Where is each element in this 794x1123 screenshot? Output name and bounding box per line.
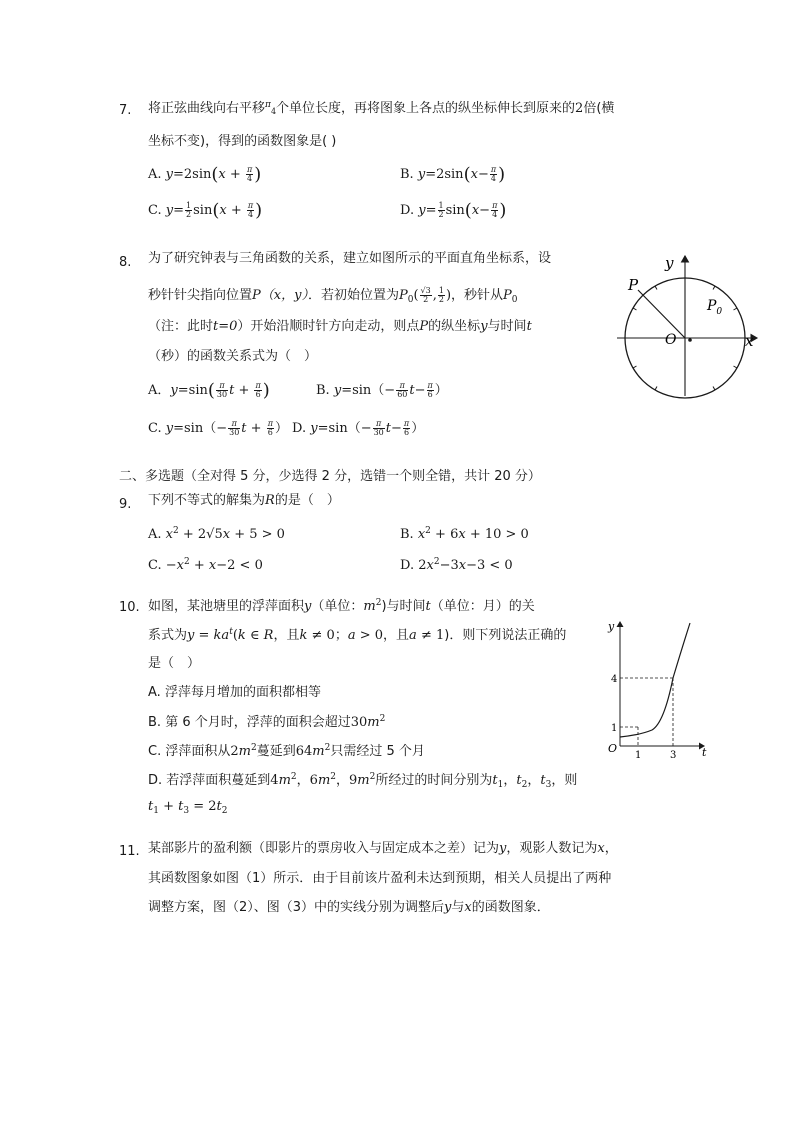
q8-option-d: D. y=sin（− $\frac{\pi}{30}$ t− $\frac{\pi}{6}$ ） [292,419,425,437]
q7-option-b: B. y=2sin(x− $\frac{\pi}{4}$ ) [400,164,506,185]
q8-p: P [419,319,429,334]
q10-y: y [304,599,312,614]
q7-factor: 2 [575,101,584,116]
q8-line2: 秒针针尖指向位置P（x，y）．若初始位置为$P_0$( $\frac{√3}{2}$ , $\frac{1}{2}$ )，秒针从$P_0$ [148,286,518,305]
q9-option-c: C. $-x^2 + x-2 < 0$ [148,557,263,573]
q11-line3 [148,901,550,914]
q10-fig-t: t [702,746,707,759]
q7-text-b: 个单位长度，再将图象上各点的纵坐标伸长到原来的 [276,101,576,116]
q9-r: R [265,493,275,508]
option-label: C. [148,203,166,218]
option-label: D. [400,558,419,573]
q10-option-c: C. 浮萍面积从$2m^2$蔓延到$64m^2$只需经过 5 个月 [148,743,425,759]
section2-heading: 二、多选题（全对得 5 分，少选得 2 分，选错一个则全错，共计 20 分） [119,469,541,484]
q8-t: t [526,319,532,334]
q10-option-a [148,686,321,699]
q10-number: 10. [119,600,140,615]
option-label: B. [148,715,166,730]
q8-point: P（x，y） [252,288,308,303]
q7-option-d: D. y= $\frac{1}{2}$ sin(x− $\frac{\pi}{4}$ ) [400,200,507,221]
q11-number: 11. [119,844,140,859]
q11-text: 与 [451,900,465,915]
q8-line3 [148,320,532,333]
q7-option-c: C. y= $\frac{1}{2}$ sin(x + $\frac{\pi}{4}$ ) [148,200,263,221]
q11-y: y [499,841,507,856]
q9-text: 的是（ ） [274,493,340,508]
option-label: D. [148,773,167,788]
q8-option-a: A．y=sin( $\frac{\pi}{30}$ t + $\frac{\pi}{6}$ ) [148,380,270,401]
option-label: A. [148,527,166,542]
option-label: B. [316,383,334,398]
q8-number: 8. [119,255,132,270]
q7-option-a: A. y=2sin(x + $\frac{\pi}{4}$ ) [148,164,262,185]
option-label: A. [148,167,166,182]
q10-fig-tick-x3: 3 [670,750,677,760]
q8-fig-p: P [628,276,639,294]
q10-line2: 系式为$y = ka^t(k$ ∈ R，且k ≠ 0；a > 0，且a ≠ 1)．则下列说法正确的 [148,627,567,643]
q8-text-c: ．若初始位置为 [307,288,399,303]
q10-line1: 如图，某池塘里的浮萍面积y（单位：$m^2$)与时间t（单位：月）的关 [148,598,535,614]
q10-line3: 是（ ） [148,656,201,671]
q10-text: ； [334,628,348,643]
q8-option-b: B. y=sin（− $\frac{\pi}{60}$ t− $\frac{\pi}{6}$ ） [316,381,448,399]
q10-text: （单位： [311,599,364,614]
q8-fig-x: x [745,332,754,350]
q8-fig-p0: $P_0$ [707,298,723,317]
q7-line1: 将正弦曲线向右平移$^\pi$4个单位长度，再将图象上各点的纵坐标伸长到原来的2倍(横 [148,100,615,116]
q9-option-d: D. $2x^2-3x-3 < 0$ [400,557,513,573]
q10-fig-tick-4: 4 [611,674,618,685]
option-label: A. [148,685,165,700]
q7-text-a: 将正弦曲线向右平移 [148,101,266,116]
q9-text: 下列不等式的解集为 [148,493,266,508]
q11-text: 调整方案，图（2）、图（3）中的实线分别为调整后 [148,900,445,915]
q10-fig-origin: O [608,742,618,755]
option-label: B. [400,527,418,542]
q11-text: ，观影人数记为 [506,841,598,856]
q8-t0: t=0 [213,319,238,334]
q10-fig-tick-1: 1 [611,723,618,734]
q11-x: x [464,900,472,915]
q10-growth-figure [600,618,720,760]
option-label: C. [148,744,166,759]
option-label: C. [148,558,166,573]
q7-text-c: 倍(横 [583,101,615,116]
option-label: D. [292,421,311,436]
q7-line2: 坐标不变)，得到的函数图象是( ) [148,134,337,149]
q9-option-a: A. $x^2 + 2√5x + 5 > 0$ [148,526,285,542]
q8-text: （注：此时 [148,319,214,334]
q11-line1 [148,842,618,855]
q8-text-a: 秒针针尖指向位置 [148,288,253,303]
q8-option-c: C. y=sin（− $\frac{\pi}{30}$ t + $\frac{\pi}{6}$ ） [148,419,288,437]
q10-option-d: D. 若浮萍面积蔓延到$4m^2$，$6m^2$，$9m^2$所经过的时间分别为$t_1$，$t_2$，$t_3$，则 [148,772,578,790]
q10-text: 系式为 [148,628,188,643]
q10-fig-y: y [608,620,615,633]
q11-y: y [444,900,452,915]
q8-clock-figure [615,250,765,400]
option-text: 浮萍每月增加的面积都相等 [164,685,321,700]
q11-text: 的函数图象． [471,900,550,915]
option-label: B. [400,167,418,182]
q9-number: 9. [119,497,132,512]
q10-text: )．则下列说法正确的 [444,628,567,643]
q11-x: x [597,841,605,856]
q10-t: t [425,599,431,614]
q8-fig-origin: O [665,332,677,348]
q11-line2: 其函数图象如图（1）所示．由于目前该片盈利未达到预期，相关人员提出了两种 [148,871,612,886]
option-label: C. [148,421,166,436]
q7-shift: π [265,100,271,110]
q9-option-b: B. $x^2 + 6x + 10 > 0$ [400,526,529,542]
q8-line1: 为了研究钟表与三角函数的关系，建立如图所示的平面直角坐标系，设 [148,251,552,266]
q10-option-b: B. 第 6 个月时，浮萍的面积会超过$30m^2$ [148,714,386,730]
q9-stem [148,494,340,507]
q8-fig-y: y [665,254,674,272]
q8-y: y [480,319,488,334]
q11-text: 某部影片的盈利额（即影片的票房收入与固定成本之差）记为 [148,841,500,856]
q10-text: ，且 [383,628,410,643]
q8-text: 的纵坐标 [428,319,481,334]
q10-text: （单位：月）的关 [430,599,535,614]
q11-text: ， [604,841,618,856]
q8-line4: （秒）的函数关系式为（ ） [148,349,318,364]
q7-number: 7. [119,103,132,118]
option-label: A． [148,383,171,398]
q10-option-d-line2: $t_1 + t_3 = 2t_2$ [148,799,228,816]
q8-text-d: ，秒针从 [451,288,504,303]
q10-text: 如图，某池塘里的浮萍面积 [148,599,305,614]
q8-text: ）开始沿顺时针方向走动，则点 [237,319,420,334]
option-label: D. [400,203,419,218]
q10-fig-tick-x1: 1 [635,750,642,760]
q8-text: 与时间 [487,319,527,334]
q10-text: )与时间 [381,599,426,614]
q10-text: ，且 [273,628,300,643]
